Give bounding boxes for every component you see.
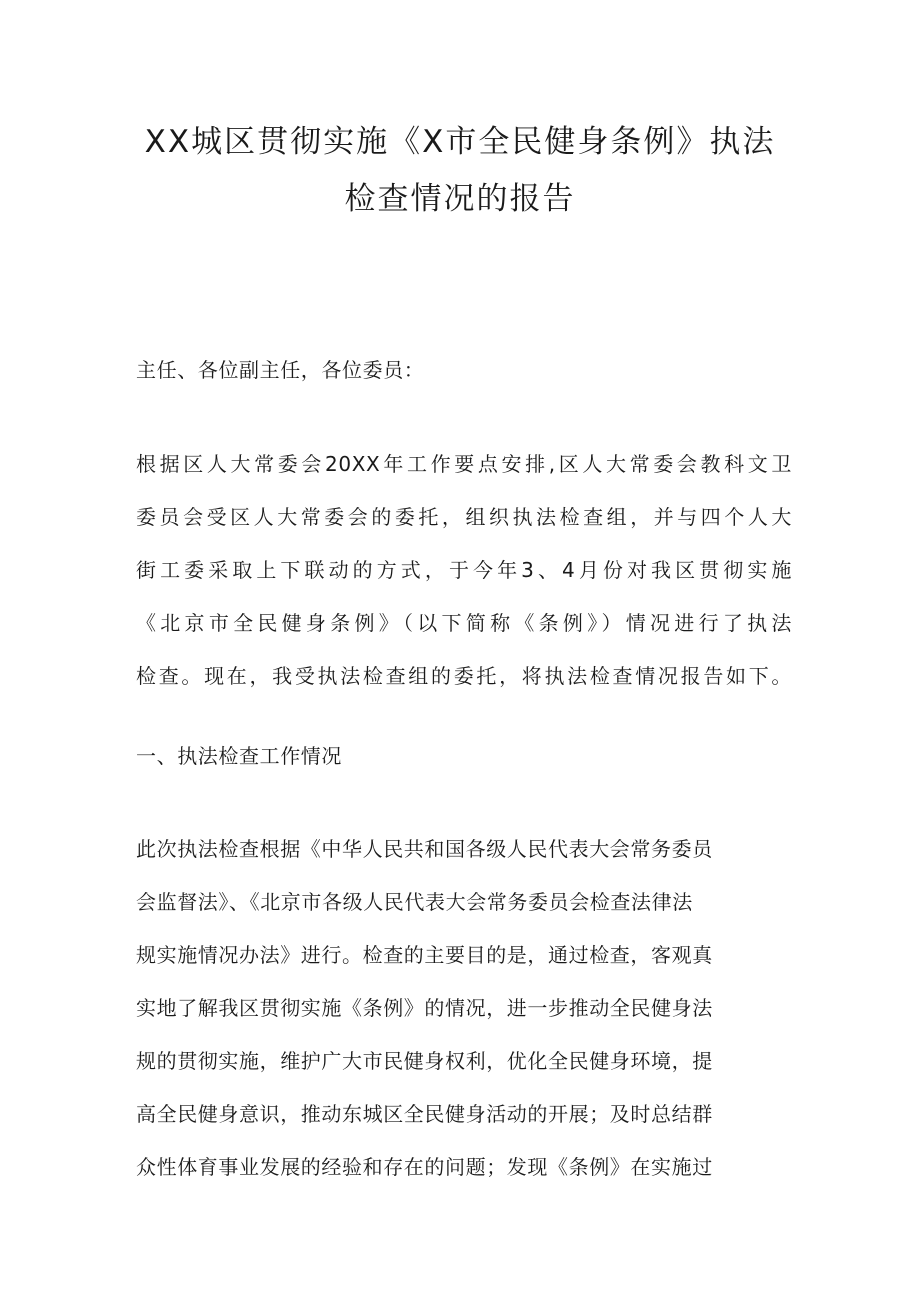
paragraph-line: 此次执法检查根据《中华人民共和国各级人民代表大会常务委员 <box>136 837 713 861</box>
section-heading: 一、执法检查工作情况 <box>136 744 342 768</box>
paragraph-line: 检查。现在，我受执法检查组的委托，将执法检查情况报告如下。 <box>136 664 792 688</box>
document-title-line-2: 检查情况的报告 <box>344 181 576 217</box>
paragraph-body <box>136 823 792 1194</box>
paragraph-line: 规实施情况办法》进行。检查的主要目的是，通过检查，客观真 <box>136 943 713 967</box>
paragraph-line: 根据区人大常委会20XX年工作要点安排,区人大常委会教科文卫 <box>136 452 792 476</box>
paragraph-line: 实地了解我区贯彻实施《条例》的情况，进一步推动全民健身法 <box>136 996 713 1020</box>
paragraph-line: 规的贯彻实施，维护广大市民健身权利，优化全民健身环境，提 <box>136 1049 713 1073</box>
paragraph-line: 会监督法》、《北京市各级人民代表大会常务委员会检查法律法 <box>136 890 693 914</box>
paragraph-line: 委员会受区人大常委会的委托，组织执法检查组，并与四个人大 <box>136 505 792 529</box>
paragraph-line: 众性体育事业发展的经验和存在的问题；发现《条例》在实施过 <box>136 1155 713 1179</box>
paragraph-intro <box>136 438 792 703</box>
paragraph-line: 街工委采取上下联动的方式，于今年3、4月份对我区贯彻实施 <box>136 558 792 582</box>
paragraph-line: 《北京市全民健身条例》（以下简称《条例》）情况进行了执法 <box>136 611 792 635</box>
document-title-line-1: XX城区贯彻实施《X市全民健身条例》执法 <box>144 124 776 160</box>
salutation: 主任、各位副主任，各位委员： <box>136 358 425 382</box>
paragraph-line: 高全民健身意识，推动东城区全民健身活动的开展；及时总结群 <box>136 1102 713 1126</box>
